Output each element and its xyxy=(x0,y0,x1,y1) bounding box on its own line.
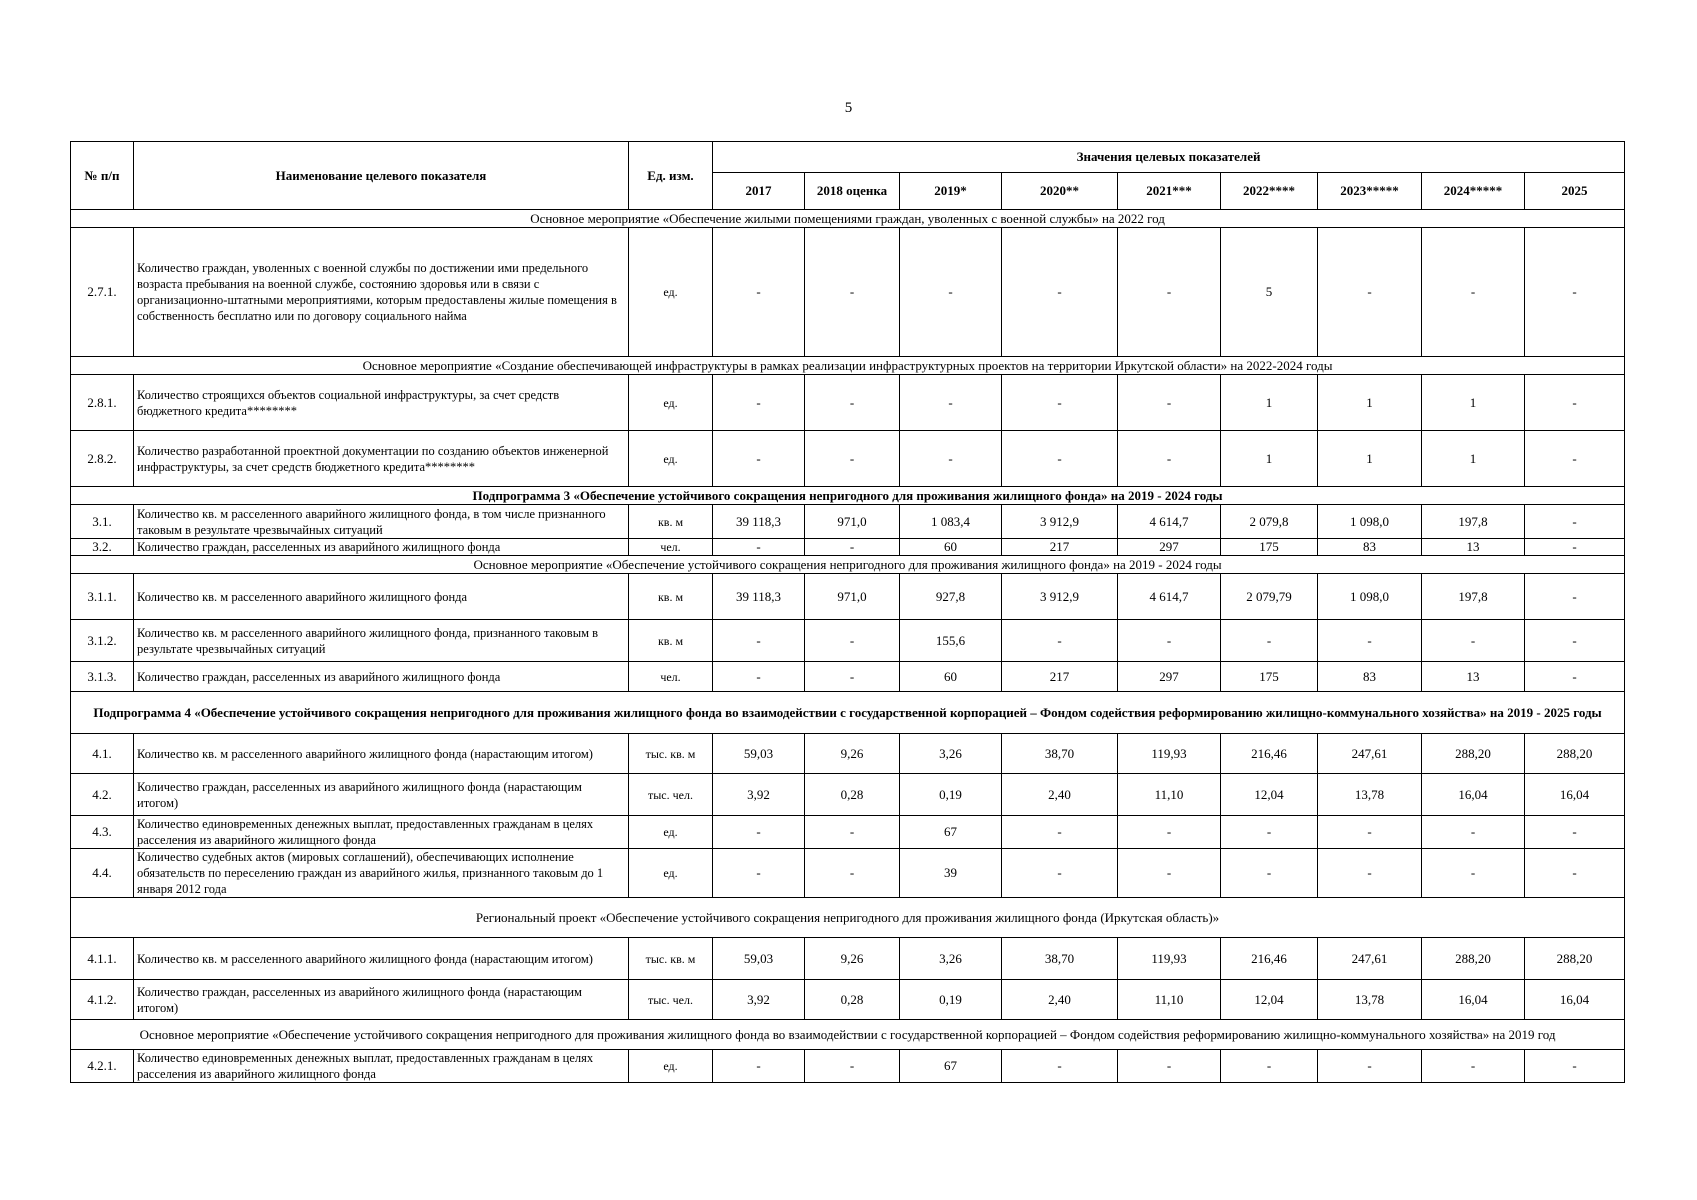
value-cell: - xyxy=(1318,849,1422,898)
value-cell: 197,8 xyxy=(1422,574,1525,620)
value-cell: 38,70 xyxy=(1002,734,1118,774)
value-cell: 175 xyxy=(1221,662,1318,692)
value-cell: - xyxy=(1525,849,1625,898)
value-cell: 13 xyxy=(1422,662,1525,692)
value-cell: 5 xyxy=(1221,228,1318,357)
indicator-name: Количество кв. м расселенного аварийного жилищного фонда, признанного таковым в результате чрезвычайных ситуаций xyxy=(134,620,629,662)
section-row xyxy=(71,556,1625,574)
value-cell: - xyxy=(805,662,900,692)
value-cell: - xyxy=(805,816,900,849)
row-number: 2.8.2. xyxy=(71,431,134,487)
indicator-name: Количество граждан, расселенных из аварийного жилищного фонда (нарастающим итогом) xyxy=(134,774,629,816)
value-cell: - xyxy=(1525,375,1625,431)
table-row xyxy=(71,938,1625,980)
value-cell: 247,61 xyxy=(1318,938,1422,980)
value-cell: - xyxy=(1221,1050,1318,1083)
indicator-name: Количество граждан, уволенных с военной службы по достижении ими предельного возраста пребывания на военной службе, состоянию здоровья или в связи с организационно-штатными мероприятиями, которым предоставлены жилые помещения в собственность бесплатно или по договору социального найма xyxy=(134,228,629,357)
section-row xyxy=(71,487,1625,505)
value-cell: 288,20 xyxy=(1422,938,1525,980)
value-cell: 0,19 xyxy=(900,980,1002,1020)
value-cell: 297 xyxy=(1118,662,1221,692)
indicator-name: Количество кв. м расселенного аварийного жилищного фонда (нарастающим итогом) xyxy=(134,938,629,980)
value-cell: 971,0 xyxy=(805,505,900,539)
value-cell: - xyxy=(1525,431,1625,487)
value-cell: - xyxy=(1422,620,1525,662)
value-cell: - xyxy=(1118,431,1221,487)
unit-cell: чел. xyxy=(629,662,713,692)
value-cell: 155,6 xyxy=(900,620,1002,662)
section-row xyxy=(71,898,1625,938)
section-title: Основное мероприятие «Обеспечение устойчивого сокращения непригодного для проживания жилищного фонда» на 2019 - 2024 годы xyxy=(71,556,1625,574)
row-number: 4.2.1. xyxy=(71,1050,134,1083)
row-number: 3.2. xyxy=(71,539,134,556)
value-cell: - xyxy=(1422,849,1525,898)
row-number: 3.1.2. xyxy=(71,620,134,662)
value-cell: - xyxy=(1002,816,1118,849)
value-cell: 12,04 xyxy=(1221,980,1318,1020)
row-number: 3.1. xyxy=(71,505,134,539)
value-cell: 11,10 xyxy=(1118,980,1221,1020)
unit-cell: тыс. чел. xyxy=(629,774,713,816)
row-number: 3.1.1. xyxy=(71,574,134,620)
year-header: 2025 xyxy=(1525,173,1625,210)
row-number: 3.1.3. xyxy=(71,662,134,692)
year-header: 2021*** xyxy=(1118,173,1221,210)
value-cell: 9,26 xyxy=(805,938,900,980)
value-cell: - xyxy=(1422,228,1525,357)
value-cell: 288,20 xyxy=(1525,734,1625,774)
unit-cell: тыс. чел. xyxy=(629,980,713,1020)
value-cell: - xyxy=(1118,620,1221,662)
value-cell: - xyxy=(713,1050,805,1083)
table-row xyxy=(71,539,1625,556)
indicator-name: Количество единовременных денежных выплат, предоставленных гражданам в целях расселения из аварийного жилищного фонда xyxy=(134,816,629,849)
table-row xyxy=(71,849,1625,898)
value-cell: - xyxy=(713,662,805,692)
row-number: 4.1.2. xyxy=(71,980,134,1020)
value-cell: 3,92 xyxy=(713,980,805,1020)
unit-cell: ед. xyxy=(629,431,713,487)
value-cell: - xyxy=(1002,431,1118,487)
value-cell: 0,28 xyxy=(805,774,900,816)
unit-cell: чел. xyxy=(629,539,713,556)
col-header-values: Значения целевых показателей xyxy=(713,142,1625,173)
value-cell: - xyxy=(713,620,805,662)
value-cell: - xyxy=(805,375,900,431)
value-cell: 2 079,79 xyxy=(1221,574,1318,620)
row-number: 4.4. xyxy=(71,849,134,898)
value-cell: - xyxy=(1525,1050,1625,1083)
year-header: 2024***** xyxy=(1422,173,1525,210)
value-cell: - xyxy=(1525,620,1625,662)
indicator-name: Количество кв. м расселенного аварийного жилищного фонда (нарастающим итогом) xyxy=(134,734,629,774)
year-header: 2019* xyxy=(900,173,1002,210)
value-cell: 1 xyxy=(1221,431,1318,487)
value-cell: 119,93 xyxy=(1118,938,1221,980)
value-cell: 16,04 xyxy=(1525,980,1625,1020)
value-cell: - xyxy=(713,816,805,849)
indicator-name: Количество единовременных денежных выплат, предоставленных гражданам в целях расселения из аварийного жилищного фонда xyxy=(134,1050,629,1083)
table-row xyxy=(71,662,1625,692)
value-cell: 0,28 xyxy=(805,980,900,1020)
value-cell: - xyxy=(900,375,1002,431)
table-row xyxy=(71,431,1625,487)
value-cell: - xyxy=(1318,816,1422,849)
value-cell: 3 912,9 xyxy=(1002,574,1118,620)
table-row xyxy=(71,505,1625,539)
value-cell: 1 xyxy=(1422,431,1525,487)
value-cell: - xyxy=(900,228,1002,357)
value-cell: 971,0 xyxy=(805,574,900,620)
table-row xyxy=(71,620,1625,662)
col-header-name: Наименование целевого показателя xyxy=(134,142,629,210)
section-row xyxy=(71,692,1625,734)
value-cell: - xyxy=(1318,620,1422,662)
value-cell: 2 079,8 xyxy=(1221,505,1318,539)
unit-cell: тыс. кв. м xyxy=(629,938,713,980)
page-number: 5 xyxy=(844,100,853,116)
value-cell: 59,03 xyxy=(713,938,805,980)
value-cell: 39 xyxy=(900,849,1002,898)
year-header: 2017 xyxy=(713,173,805,210)
value-cell: - xyxy=(900,431,1002,487)
table-row xyxy=(71,774,1625,816)
indicator-name: Количество разработанной проектной документации по созданию объектов инженерной инфраструктуры, за счет средств бюджетного кредита******** xyxy=(134,431,629,487)
value-cell: 60 xyxy=(900,539,1002,556)
row-number: 2.7.1. xyxy=(71,228,134,357)
value-cell: 1 xyxy=(1318,375,1422,431)
unit-cell: тыс. кв. м xyxy=(629,734,713,774)
year-header: 2020** xyxy=(1002,173,1118,210)
value-cell: 12,04 xyxy=(1221,774,1318,816)
value-cell: 1 xyxy=(1422,375,1525,431)
row-number: 4.3. xyxy=(71,816,134,849)
value-cell: - xyxy=(713,849,805,898)
value-cell: - xyxy=(1118,849,1221,898)
table-row xyxy=(71,734,1625,774)
section-title: Региональный проект «Обеспечение устойчивого сокращения непригодного для проживания жилищного фонда (Иркутская область)» xyxy=(71,898,1625,938)
value-cell: - xyxy=(805,539,900,556)
value-cell: 217 xyxy=(1002,539,1118,556)
table-row xyxy=(71,1050,1625,1083)
value-cell: - xyxy=(1002,620,1118,662)
value-cell: - xyxy=(1422,1050,1525,1083)
value-cell: 216,46 xyxy=(1221,734,1318,774)
value-cell: 16,04 xyxy=(1422,980,1525,1020)
value-cell: 9,26 xyxy=(805,734,900,774)
table-row xyxy=(71,980,1625,1020)
value-cell: 16,04 xyxy=(1422,774,1525,816)
value-cell: 2,40 xyxy=(1002,980,1118,1020)
value-cell: - xyxy=(1422,816,1525,849)
indicator-name: Количество кв. м расселенного аварийного жилищного фонда, в том числе признанного таковым в результате чрезвычайных ситуаций xyxy=(134,505,629,539)
row-number: 4.1. xyxy=(71,734,134,774)
value-cell: - xyxy=(805,849,900,898)
value-cell: - xyxy=(1318,1050,1422,1083)
value-cell: 39 118,3 xyxy=(713,574,805,620)
row-number: 4.2. xyxy=(71,774,134,816)
value-cell: 0,19 xyxy=(900,774,1002,816)
unit-cell: ед. xyxy=(629,375,713,431)
indicator-name: Количество граждан, расселенных из аварийного жилищного фонда xyxy=(134,539,629,556)
value-cell: 297 xyxy=(1118,539,1221,556)
indicator-name: Количество судебных актов (мировых соглашений), обеспечивающих исполнение обязательств по переселению граждан из аварийного жилья, признанного таковым до 1 января 2012 года xyxy=(134,849,629,898)
value-cell: 119,93 xyxy=(1118,734,1221,774)
value-cell: - xyxy=(805,431,900,487)
value-cell: 4 614,7 xyxy=(1118,574,1221,620)
unit-cell: ед. xyxy=(629,849,713,898)
value-cell: 39 118,3 xyxy=(713,505,805,539)
table-body xyxy=(71,210,1625,1083)
table-row xyxy=(71,228,1625,357)
value-cell: - xyxy=(1118,816,1221,849)
value-cell: 1 098,0 xyxy=(1318,505,1422,539)
value-cell: 16,04 xyxy=(1525,774,1625,816)
section-row xyxy=(71,357,1625,375)
indicator-name: Количество строящихся объектов социальной инфраструктуры, за счет средств бюджетного кредита******** xyxy=(134,375,629,431)
unit-cell: кв. м xyxy=(629,574,713,620)
value-cell: - xyxy=(1221,849,1318,898)
value-cell: - xyxy=(1525,539,1625,556)
value-cell: 13,78 xyxy=(1318,774,1422,816)
value-cell: - xyxy=(1002,228,1118,357)
value-cell: 83 xyxy=(1318,539,1422,556)
header-row-1 xyxy=(71,142,1625,173)
value-cell: - xyxy=(805,228,900,357)
value-cell: - xyxy=(1002,849,1118,898)
value-cell: 288,20 xyxy=(1525,938,1625,980)
col-header-unit: Ед. изм. xyxy=(629,142,713,210)
value-cell: 2,40 xyxy=(1002,774,1118,816)
value-cell: 3,92 xyxy=(713,774,805,816)
value-cell: - xyxy=(713,228,805,357)
value-cell: - xyxy=(1525,228,1625,357)
value-cell: 83 xyxy=(1318,662,1422,692)
table-row xyxy=(71,574,1625,620)
unit-cell: ед. xyxy=(629,816,713,849)
value-cell: 67 xyxy=(900,1050,1002,1083)
value-cell: 59,03 xyxy=(713,734,805,774)
value-cell: 4 614,7 xyxy=(1118,505,1221,539)
year-header: 2022**** xyxy=(1221,173,1318,210)
section-title: Подпрограмма 3 «Обеспечение устойчивого сокращения непригодного для проживания жилищного фонда» на 2019 - 2024 годы xyxy=(71,487,1625,505)
col-header-num: № п/п xyxy=(71,142,134,210)
value-cell: - xyxy=(713,431,805,487)
value-cell: 1 xyxy=(1318,431,1422,487)
value-cell: - xyxy=(1118,228,1221,357)
row-number: 4.1.1. xyxy=(71,938,134,980)
indicator-name: Количество граждан, расселенных из аварийного жилищного фонда xyxy=(134,662,629,692)
value-cell: 3,26 xyxy=(900,734,1002,774)
indicator-name: Количество кв. м расселенного аварийного жилищного фонда xyxy=(134,574,629,620)
value-cell: - xyxy=(1002,1050,1118,1083)
unit-cell: ед. xyxy=(629,228,713,357)
row-number: 2.8.1. xyxy=(71,375,134,431)
value-cell: - xyxy=(1525,816,1625,849)
value-cell: 216,46 xyxy=(1221,938,1318,980)
year-header: 2023***** xyxy=(1318,173,1422,210)
value-cell: 13,78 xyxy=(1318,980,1422,1020)
value-cell: - xyxy=(713,375,805,431)
value-cell: - xyxy=(1318,228,1422,357)
section-row xyxy=(71,210,1625,228)
section-row xyxy=(71,1020,1625,1050)
value-cell: 1 098,0 xyxy=(1318,574,1422,620)
value-cell: 217 xyxy=(1002,662,1118,692)
section-title: Основное мероприятие «Обеспечение устойчивого сокращения непригодного для проживания жилищного фонда во взаимодействии с государственной корпорацией – Фондом содействия реформированию жилищно-коммунального хозяйства» на 2019 год xyxy=(71,1020,1625,1050)
value-cell: 3,26 xyxy=(900,938,1002,980)
value-cell: - xyxy=(805,620,900,662)
value-cell: 13 xyxy=(1422,539,1525,556)
value-cell: - xyxy=(805,1050,900,1083)
value-cell: 197,8 xyxy=(1422,505,1525,539)
value-cell: 288,20 xyxy=(1422,734,1525,774)
value-cell: 3 912,9 xyxy=(1002,505,1118,539)
table-row xyxy=(71,816,1625,849)
year-header: 2018 оценка xyxy=(805,173,900,210)
value-cell: 1 xyxy=(1221,375,1318,431)
indicators-table xyxy=(70,141,1625,1083)
value-cell: 1 083,4 xyxy=(900,505,1002,539)
section-title: Подпрограмма 4 «Обеспечение устойчивого сокращения непригодного для проживания жилищного фонда во взаимодействии с государственной корпорацией – Фондом содействия реформированию жилищно-коммунального хозяйства» на 2019 - 2025 годы xyxy=(71,692,1625,734)
value-cell: - xyxy=(1221,816,1318,849)
section-title: Основное мероприятие «Создание обеспечивающей инфраструктуры в рамках реализации инфраструктурных проектов на территории Иркутской области» на 2022-2024 годы xyxy=(71,357,1625,375)
unit-cell: кв. м xyxy=(629,620,713,662)
value-cell: 247,61 xyxy=(1318,734,1422,774)
value-cell: - xyxy=(1221,620,1318,662)
value-cell: - xyxy=(1525,574,1625,620)
value-cell: 67 xyxy=(900,816,1002,849)
section-title: Основное мероприятие «Обеспечение жилыми помещениями граждан, уволенных с военной службы» на 2022 год xyxy=(71,210,1625,228)
unit-cell: кв. м xyxy=(629,505,713,539)
indicator-name: Количество граждан, расселенных из аварийного жилищного фонда (нарастающим итогом) xyxy=(134,980,629,1020)
value-cell: - xyxy=(1002,375,1118,431)
value-cell: - xyxy=(1118,1050,1221,1083)
value-cell: - xyxy=(1525,505,1625,539)
unit-cell: ед. xyxy=(629,1050,713,1083)
value-cell: 11,10 xyxy=(1118,774,1221,816)
value-cell: 175 xyxy=(1221,539,1318,556)
value-cell: - xyxy=(1118,375,1221,431)
value-cell: - xyxy=(713,539,805,556)
table-row xyxy=(71,375,1625,431)
value-cell: 927,8 xyxy=(900,574,1002,620)
value-cell: 38,70 xyxy=(1002,938,1118,980)
value-cell: 60 xyxy=(900,662,1002,692)
value-cell: - xyxy=(1525,662,1625,692)
